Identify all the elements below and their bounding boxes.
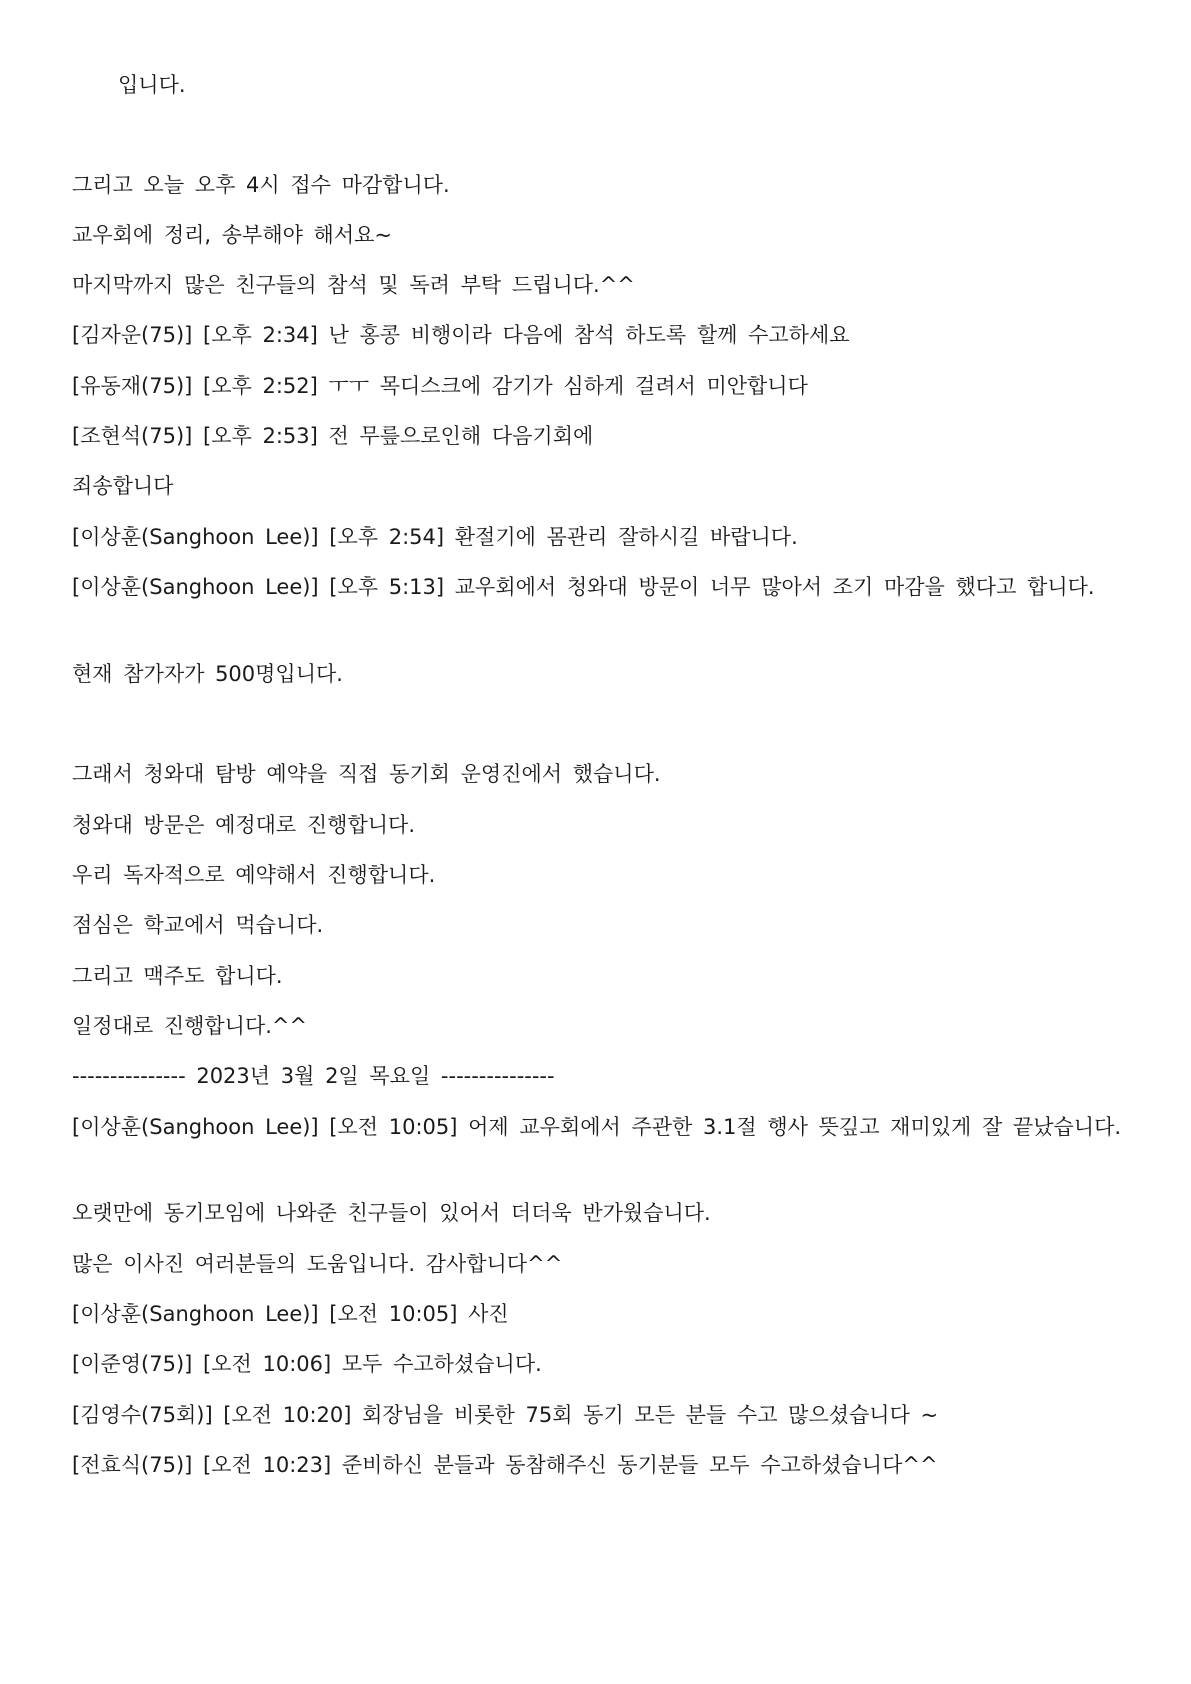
- text-line: 죄송합니다: [72, 474, 174, 498]
- text-line: 마지막까지 많은 친구들의 참석 및 독려 부탁 드립니다.^^: [72, 273, 635, 297]
- chat-message: [이상훈(Sanghoon Lee)] [오전 10:05] 어제 교우회에서 주관한 3.1절 행사 뜻깊고 재미있게 잘 끝났습니다.: [72, 1115, 1122, 1139]
- text-line: 그리고 맥주도 합니다.: [72, 964, 283, 988]
- chat-message: [김영수(75회)] [오전 10:20] 회장님을 비롯한 75회 동기 모든 분들 수고 많으셨습니다 ~: [72, 1403, 939, 1427]
- chat-message: [전효식(75)] [오전 10:23] 준비하신 분들과 동참해주신 동기분들 모두 수고하셨습니다^^: [72, 1453, 938, 1477]
- chat-message: [이준영(75)] [오전 10:06] 모두 수고하셨습니다.: [72, 1352, 542, 1376]
- text-line: 오랫만에 동기모임에 나와준 친구들이 있어서 더더욱 반가웠습니다.: [72, 1201, 711, 1225]
- text-line: 그래서 청와대 탐방 예약을 직접 동기회 운영진에서 했습니다.: [72, 762, 661, 786]
- chat-message: [이상훈(Sanghoon Lee)] [오후 2:54] 환절기에 몸관리 잘하시길 바랍니다.: [72, 525, 798, 549]
- text-line: 입니다.: [118, 73, 186, 97]
- text-line: 점심은 학교에서 먹습니다.: [72, 913, 324, 937]
- text-line: 그리고 오늘 오후 4시 접수 마감합니다.: [72, 173, 450, 197]
- chat-message: [이상훈(Sanghoon Lee)] [오전 10:05] 사진: [72, 1302, 509, 1326]
- text-line: 현재 참가자가 500명입니다.: [72, 662, 343, 686]
- chat-message: [김자운(75)] [오후 2:34] 난 홍콩 비행이라 다음에 참석 하도록 할께 수고하세요: [72, 323, 850, 347]
- text-line: 교우회에 정리, 송부해야 해서요~: [72, 223, 393, 247]
- date-separator: --------------- 2023년 3월 2일 목요일 ---------------: [72, 1064, 555, 1088]
- chat-message: [조현석(75)] [오후 2:53] 전 무릎으로인해 다음기회에: [72, 424, 594, 448]
- chat-message: [유동재(75)] [오후 2:52] ㅜㅜ 목디스크에 감기가 심하게 걸려서 미안합니다: [72, 374, 808, 398]
- text-line: 많은 이사진 여러분들의 도움입니다. 감사합니다^^: [72, 1252, 563, 1276]
- chat-message: [이상훈(Sanghoon Lee)] [오후 5:13] 교우회에서 청와대 방문이 너무 많아서 조기 마감을 했다고 합니다.: [72, 575, 1095, 599]
- text-line: 일정대로 진행합니다.^^: [72, 1014, 308, 1038]
- text-line: 청와대 방문은 예정대로 진행합니다.: [72, 813, 415, 837]
- text-line: 우리 독자적으로 예약해서 진행합니다.: [72, 863, 436, 887]
